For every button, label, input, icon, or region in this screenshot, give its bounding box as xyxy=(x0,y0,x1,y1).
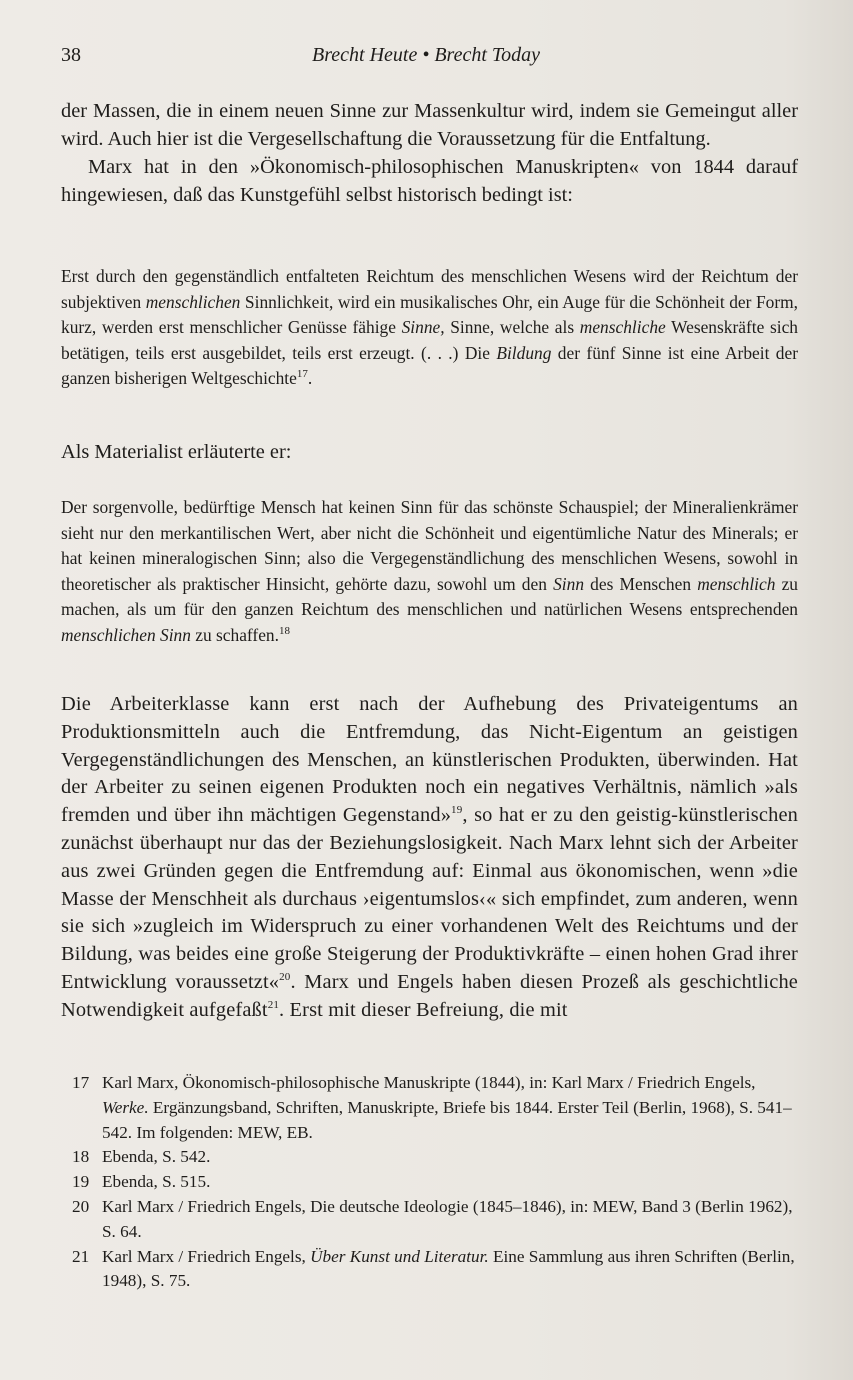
quote2-text-e: zu machen, als um für den ganzen Reichtum des menschlichen und natürlichen Wesens entsprechenden xyxy=(61,573,799,620)
footnote-19-text-a: Ebenda, S. 515. xyxy=(102,1172,211,1192)
quote1-text-i: der fünf Sinne ist eine Arbeit der ganzen bisherigen Weltgeschichte xyxy=(61,342,798,389)
footnote-ref-20[interactable]: 20 xyxy=(279,971,291,984)
quote2-text-a: Der sorgenvolle, bedürftige Mensch hat keinen Sinn für das schönste Schauspiel; der Mineralienkrämer sieht nur den merkantilischen Wert, aber nicht die Schönheit und eigentümliche Natur des Minerals; er hat keinen mineralogischen Sinn; also die Vergegenständlichung des menschlichen Wesens, sowohl in theoretischer als praktischer Hinsicht, gehörte dazu, sowohl um den xyxy=(61,497,798,594)
quote2-italic-d: menschlich xyxy=(697,573,776,594)
paragraph-3: Als Materialist erläuterte er: xyxy=(61,441,292,463)
intro-paragraphs xyxy=(61,97,798,209)
footnote-19 xyxy=(72,1170,798,1195)
footnote-number: 19 xyxy=(72,1172,90,1192)
footnote-number: 18 xyxy=(72,1147,90,1167)
quote2-italic-f: menschlichen Sinn xyxy=(61,624,191,645)
paragraph-2: Marx hat in den »Ökonomisch-philosophischen Manuskripten« von 1844 darauf hingewiesen, daß das Kunstgefühl selbst historisch bedingt ist: xyxy=(61,156,798,206)
footnote-21-italic: Über Kunst und Literatur. xyxy=(310,1246,489,1266)
footnote-number: 21 xyxy=(72,1246,90,1266)
footnote-ref-18[interactable]: 18 xyxy=(278,625,290,638)
main-text-d: . Erst mit dieser Befreiung, die mit xyxy=(279,998,568,1021)
main-text-b: , so hat er zu den geistig-künstlerischen zunächst überhaupt nur das der Beziehungslosigkeit. Nach Marx lehnt sich der Arbeiter aus zwei Gründen gegen die Entfremdung auf: Einmal aus ökonomischen, wenn »die Masse der Menschheit als durchaus ›eigentumslos‹« sich empfindet, zum anderen, wenn sie sich »zugleich im Widerspruch zu einer vorhandenen Welt des Reichtums und der Bildung, was beides eine große Steigerung der Produktivkräfte – einen hohen Grad ihrer Entwicklung voraussetzt« xyxy=(61,804,798,993)
footnote-ref-17[interactable]: 17 xyxy=(296,368,308,381)
footnote-number: 20 xyxy=(72,1196,90,1216)
quote1-text-g: Wesenskräfte sich betätigen, teils erst ausgebildet, teils erst erzeugt. (. . .) Die xyxy=(61,317,798,363)
footnote-17 xyxy=(72,1071,798,1145)
footnote-number: 17 xyxy=(72,1073,90,1092)
footnote-17-text-b: Ergänzungsband, Schriften, Manuskripte, Briefe bis 1844. Erster Teil (Berlin, 1968), S. 541–542. Im folgenden: MEW, EB. xyxy=(102,1097,792,1142)
running-head: Brecht Heute • Brecht Today xyxy=(312,44,541,66)
quote1-text-a: Erst durch den gegenständlich entfalteten Reichtum des menschlichen Wesens wird der Reichtum der subjektiven xyxy=(61,266,798,312)
main-paragraph xyxy=(61,691,798,1025)
footnote-21 xyxy=(72,1245,798,1295)
quote1-text-e: Sinne, welche als xyxy=(444,317,580,338)
footnote-text xyxy=(102,1170,798,1195)
footnote-ref-19[interactable]: 19 xyxy=(451,804,463,817)
quote1-text-c: Sinnlichkeit, wird ein musikalisches Ohr, ein Auge für die Schönheit der Form, kurz, werden erst menschlicher Genüsse fähige xyxy=(61,291,798,338)
quote1-italic-f: menschliche xyxy=(579,317,666,338)
footnote-text xyxy=(102,1245,798,1295)
page-number: 38 xyxy=(61,44,81,66)
paragraph-1: der Massen, die in einem neuen Sinne zur Massenkultur wird, indem sie Gemeingut aller wird. Auch hier ist die Vergesellschaftung die Voraussetzung für die Entfaltung. xyxy=(61,100,798,150)
block-quote-2 xyxy=(61,495,798,649)
quote2-text-g: zu schaffen. xyxy=(190,624,279,645)
footnote-17-text-a: Karl Marx, Ökonomisch-philosophische Manuskripte (1844), in: Karl Marx / Friedrich Engels, xyxy=(102,1073,756,1092)
block-quote-1 xyxy=(61,264,798,392)
footnote-20 xyxy=(72,1195,798,1245)
quote1-italic-d: Sinne, xyxy=(401,317,445,338)
main-text-a: Die Arbeiterklasse kann erst nach der Aufhebung des Privateigentums an Produktionsmitteln auch die Entfremdung, das Nicht-Eigentum an geistigen Vergegenständlichungen des Menschen, an künstlerischen Produkten, überwinden. Hat der Arbeiter zu seinen eigenen Produkten noch ein negatives Verhältnis, nämlich »als fremden und über ihn mächtigen Gegenstand» xyxy=(61,693,798,827)
footnote-ref-21[interactable]: 21 xyxy=(267,998,280,1011)
footnote-18 xyxy=(72,1145,798,1170)
main-text-c: . Marx und Engels haben diesen Prozeß als geschichtliche Notwendigkeit aufgefaßt xyxy=(61,970,798,1021)
footnote-text xyxy=(102,1195,798,1245)
footnote-text xyxy=(102,1071,798,1145)
quote2-italic-b: Sinn xyxy=(553,573,585,594)
footnote-21-text-b: Eine Sammlung aus ihren Schriften (Berlin, 1948), S. 75. xyxy=(102,1246,795,1291)
footnote-text xyxy=(102,1145,798,1170)
quote2-text-c: des Menschen xyxy=(584,573,698,594)
footnote-17-italic: Werke. xyxy=(102,1097,149,1117)
footnote-21-text-a: Karl Marx / Friedrich Engels, xyxy=(102,1246,311,1266)
footnotes xyxy=(72,1071,798,1294)
footnote-20-text-a: Karl Marx / Friedrich Engels, Die deutsche Ideologie (1845–1846), in: MEW, Band 3 (Berlin 1962), S. 64. xyxy=(102,1196,793,1241)
quote1-text-end: . xyxy=(307,368,313,389)
quote1-italic-h: Bildung xyxy=(496,342,552,363)
page-header xyxy=(61,44,791,74)
footnote-18-text-a: Ebenda, S. 542. xyxy=(102,1147,211,1167)
quote1-italic-b: menschlichen xyxy=(145,291,241,312)
